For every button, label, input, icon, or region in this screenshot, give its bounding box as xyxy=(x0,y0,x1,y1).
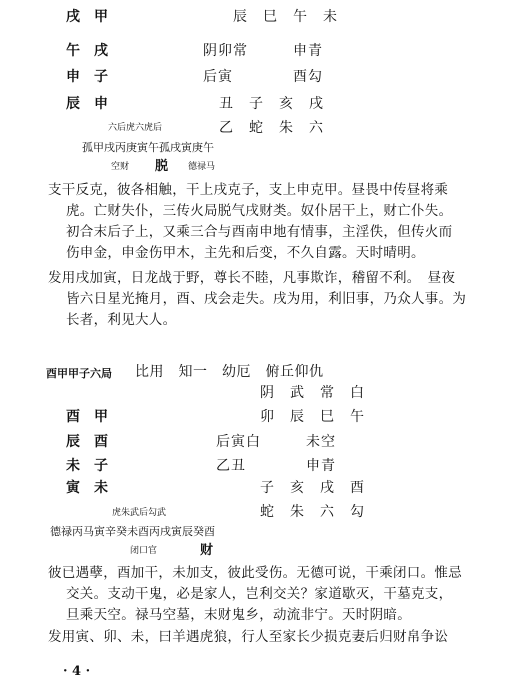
course-row-3: 申 子 xyxy=(66,69,108,85)
section-2-paragraph-1 xyxy=(48,563,478,626)
text-line: 支干反克，彼各相触，干上戌克子，支上申克甲。昼畏中传昼将乘 xyxy=(48,182,449,198)
text-line: 伤申金，申金伤甲木，主先和后变，不久自露。天时晴明。 xyxy=(66,245,425,261)
page-number: · 4 · xyxy=(63,664,91,679)
plate-row-3: 后寅 酉勾 xyxy=(203,69,323,85)
label-void-wealth: 空财 xyxy=(111,162,130,172)
text-line: 旦乘天空。禄马空墓，末财鬼乡，动流非宁。天时阴暗。 xyxy=(66,607,411,623)
stems-line: 孤甲戌丙庚寅午孤戌寅庚午 xyxy=(82,141,214,154)
course-row-3: 未 子 xyxy=(66,458,108,474)
lesson-title: 酉甲甲子六局 xyxy=(46,367,112,380)
generals-top-row: 阴 武 常 白 xyxy=(260,385,365,401)
course-row-4: 辰 申 xyxy=(66,96,108,112)
stems-line: 德禄丙马寅辛癸未酉丙戌寅辰癸酉 xyxy=(50,525,215,538)
course-row-2: 午 戌 xyxy=(66,43,108,59)
label-virtue: 德禄马 xyxy=(188,162,216,172)
course-row-2: 辰 酉 xyxy=(66,434,108,450)
label-main: 脱 xyxy=(155,159,169,174)
generals-note: 六后虎六虎后 xyxy=(108,123,163,133)
plate-row-4: 子 亥 戌 酉 xyxy=(260,480,365,496)
plate-row-1: 卯 辰 巳 午 xyxy=(260,409,365,425)
label-closed-mouth: 闭口官 xyxy=(130,546,158,556)
text-line: 初合末后子上，又乘三合与酉南申地有情事，主淫佚，但传火而 xyxy=(66,224,453,240)
plate-row-4: 丑 子 亥 戌 xyxy=(219,96,324,112)
section-1-paragraph-2 xyxy=(48,268,478,331)
label-main: 财 xyxy=(200,543,214,558)
text-line: 长者，利见大人。 xyxy=(66,312,177,328)
plate-row-2: 阴卯常 申青 xyxy=(203,43,323,59)
generals-row: 乙 蛇 朱 六 xyxy=(219,120,324,136)
course-row-4: 寅 未 xyxy=(66,480,108,496)
text-line: 交关。支动干鬼，必是家人，岂利交关？家道歇灭，干墓克支， xyxy=(66,586,453,602)
text-line: 皆六日星光掩月，酉、戌会走失。戌为用，利旧事，乃众人事。为 xyxy=(66,291,467,307)
plate-row-3: 乙丑 申青 xyxy=(216,458,336,474)
plate-row-2: 后寅白 未空 xyxy=(216,434,336,450)
text-line: 发用寅、卯、未，曰羊遇虎狼，行人至家长少损克妻后归财帛争讼 xyxy=(48,629,449,645)
lesson-terms: 比用 知一 幼厄 俯丘仰仇 xyxy=(135,364,324,380)
section-1-paragraph-1 xyxy=(48,180,478,264)
text-line: 虎。亡财失仆，三传火局脱气戌财类。奴仆居干上，财亡仆失。 xyxy=(66,203,453,219)
text-line: 彼已遇孽，酉加干，未加支，彼此受伤。无德可说，干乘闭口。惟忌 xyxy=(48,565,462,581)
plate-row-1: 辰 巳 午 未 xyxy=(233,9,338,25)
generals-note: 虎朱武后勾武 xyxy=(112,508,167,518)
course-row-1: 酉 甲 xyxy=(66,409,108,425)
course-row-1: 戌 甲 xyxy=(66,9,108,25)
text-line: 发用戌加寅，日龙战于野，尊长不睦，凡事欺诈，稽留不利。 昼夜 xyxy=(48,270,456,286)
section-2-paragraph-2 xyxy=(48,627,478,648)
generals-row: 蛇 朱 六 勾 xyxy=(260,504,365,520)
